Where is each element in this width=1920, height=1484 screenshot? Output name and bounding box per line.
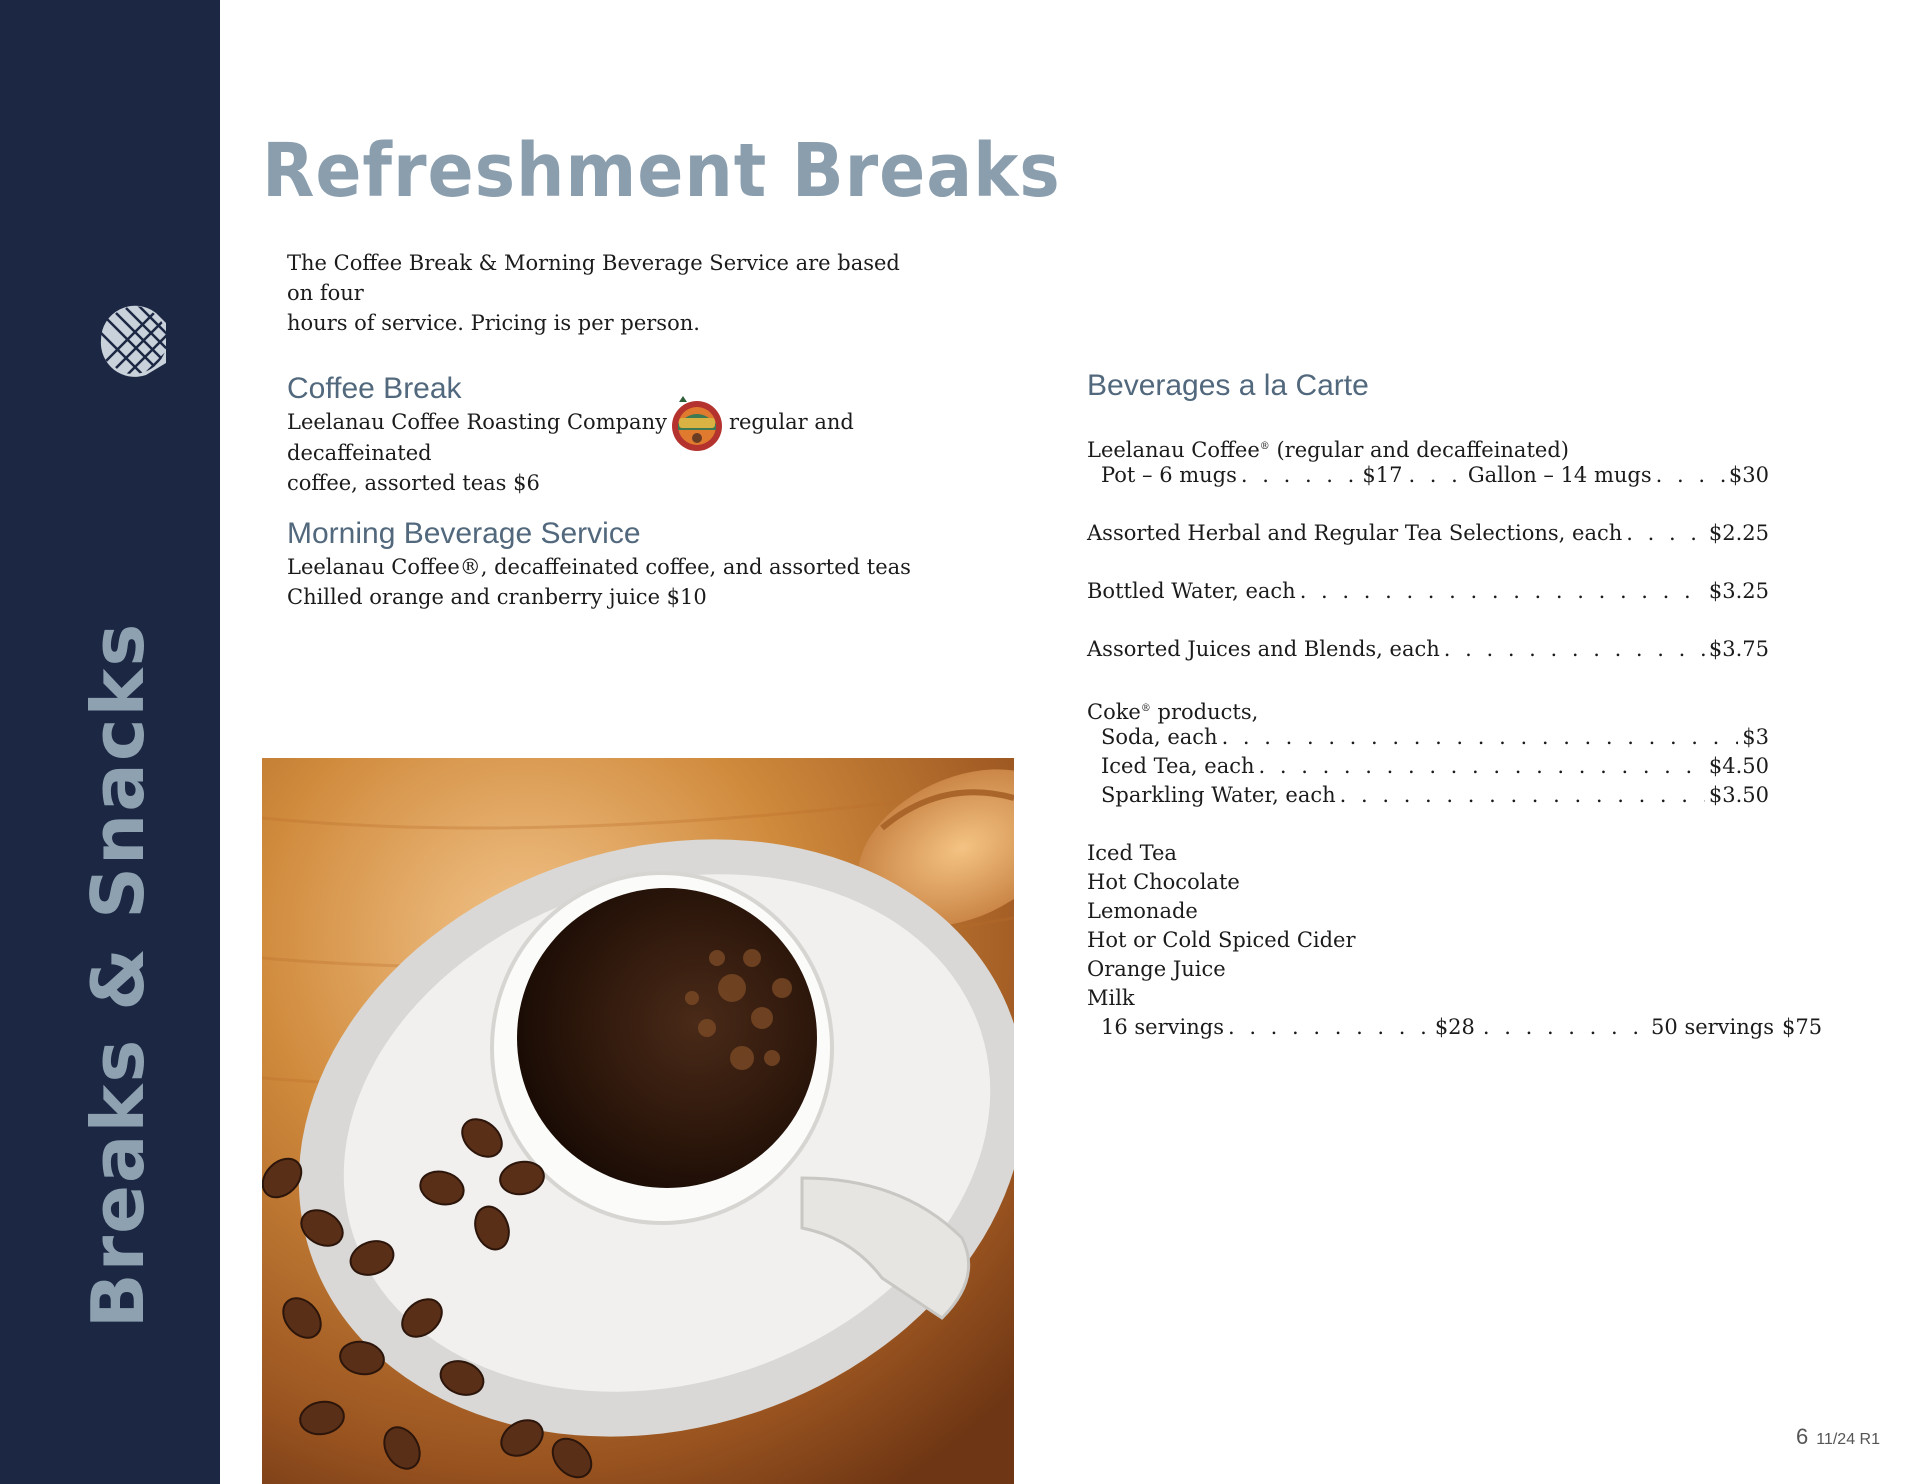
bev-iced-tea-each-price: $4.50 — [1708, 754, 1769, 778]
bev-water-row — [1087, 577, 1769, 606]
morning-service-line-2: Chilled orange and cranberry juice $10 — [287, 585, 707, 609]
bev-coffee-name: Leelanau Coffee — [1087, 438, 1260, 462]
morning-service-body — [287, 552, 967, 612]
bev-sparkling-price: $3.50 — [1708, 783, 1769, 807]
bev-pot-price: $17 — [1362, 463, 1403, 487]
bev-list — [1087, 839, 1769, 1013]
bev-water-leader — [1300, 577, 1705, 606]
bev-pot-label: Pot – 6 mugs — [1101, 463, 1237, 487]
bev-water-label: Bottled Water, each — [1087, 579, 1296, 603]
list-item: Lemonade — [1087, 899, 1198, 923]
bev-sparkling-row — [1087, 781, 1769, 810]
bev-gallon-leader — [1656, 461, 1725, 490]
coffee-break-heading: Coffee Break — [287, 372, 462, 405]
bev-juice-label: Assorted Juices and Blends, each — [1087, 637, 1440, 661]
morning-service-line-1: Leelanau Coffee®, decaffeinated coffee, and assorted teas — [287, 555, 911, 579]
bev-gallon-label: Gallon – 14 mugs — [1467, 463, 1652, 487]
beverages-heading: Beverages a la Carte — [1087, 369, 1369, 402]
list-item: Iced Tea — [1087, 841, 1177, 865]
bev-pot-leader: . . . . . . — [1240, 463, 1359, 487]
bev-sparkling-label: Sparkling Water, each — [1101, 783, 1336, 807]
bev-pot-leader-2: . . . — [1408, 463, 1462, 487]
intro-line-2: hours of service. Pricing is per person. — [287, 311, 700, 335]
bev-juice-leader — [1444, 635, 1705, 664]
intro-text — [287, 248, 927, 338]
bev-tea-label: Assorted Herbal and Regular Tea Selections, each — [1087, 521, 1623, 545]
bev-juice-price: $3.75 — [1708, 637, 1769, 661]
revision-label: 11/24 R1 — [1816, 1431, 1880, 1448]
bev-soda-leader — [1222, 723, 1739, 752]
bev-servings16-leader: . . . . . . . . . . — [1227, 1015, 1431, 1039]
bev-coffee-reg: ® — [1259, 441, 1270, 452]
bev-coke-reg: ® — [1140, 703, 1151, 714]
coffee-break-text: Leelanau Coffee Roasting Company — [287, 410, 667, 434]
list-item: Hot or Cold Spiced Cider — [1087, 928, 1356, 952]
list-item: Hot Chocolate — [1087, 870, 1240, 894]
sidebar — [0, 0, 220, 1484]
list-item: Orange Juice — [1087, 957, 1226, 981]
bev-servings50-label: 50 servings — [1651, 1015, 1775, 1039]
bev-coke-suffix: products, — [1150, 700, 1259, 724]
coffee-break-line-2: coffee, assorted teas $6 — [287, 470, 540, 495]
pineapple-shell-logo-icon — [96, 303, 170, 377]
bev-iced-tea-each-label: Iced Tea, each — [1101, 754, 1255, 778]
page-title: Refreshment Breaks — [262, 128, 1061, 214]
bev-tea-leader — [1626, 519, 1705, 548]
morning-service-heading: Morning Beverage Service — [287, 517, 641, 550]
bev-servings16-label: 16 servings — [1101, 1015, 1224, 1039]
intro-line-1: The Coffee Break & Morning Beverage Service are based on four — [287, 251, 900, 305]
bev-iced-tea-each-row — [1087, 752, 1769, 781]
bev-soda-row — [1087, 723, 1769, 752]
bev-servings-row — [1087, 1013, 1823, 1042]
bev-sparkling-leader — [1340, 781, 1705, 810]
bev-servings50-price: $75 — [1782, 1015, 1823, 1039]
bev-tea-row — [1087, 519, 1769, 548]
bev-coffee-note: (regular and decaffeinated) — [1269, 438, 1569, 462]
list-item: Milk — [1087, 986, 1135, 1010]
bev-soda-label: Soda, each — [1101, 725, 1218, 749]
coffee-break-text-2: regular and decaffeinated — [287, 410, 854, 465]
bev-water-price: $3.25 — [1708, 579, 1769, 603]
bev-servings16-price: $28 — [1434, 1015, 1475, 1039]
bev-coke-name: Coke — [1087, 700, 1141, 724]
bev-soda-price: $3 — [1742, 725, 1769, 749]
bev-tea-price: $2.25 — [1708, 521, 1769, 545]
bev-juice-row — [1087, 635, 1769, 664]
bev-gallon-price: $30 — [1728, 463, 1769, 487]
sidebar-title: Breaks & Snacks — [76, 621, 160, 1329]
page-footer — [1796, 1424, 1880, 1450]
page-number: 6 — [1796, 1424, 1809, 1449]
coffee-cup-photo-icon — [262, 758, 1014, 1484]
bev-servings-gap-leader: . . . . . . . . — [1482, 1015, 1644, 1039]
coffee-break-body — [287, 407, 947, 498]
bev-coffee-sizes-row — [1087, 461, 1769, 490]
bev-iced-tea-each-leader — [1259, 752, 1705, 781]
leelanau-coffee-logo-icon — [669, 396, 725, 452]
